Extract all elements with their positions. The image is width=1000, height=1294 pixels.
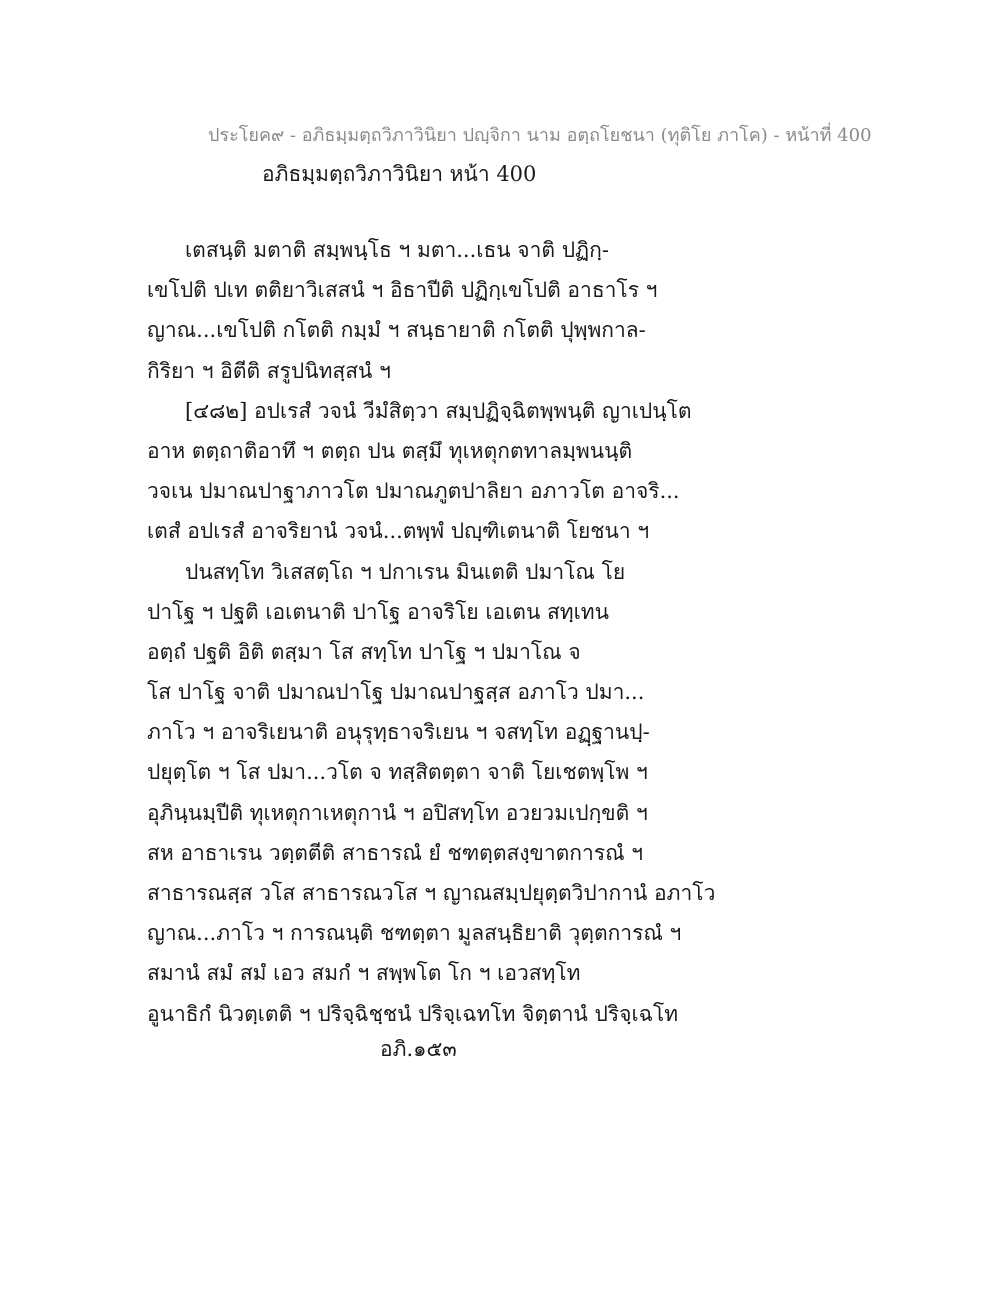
- text-line: เขโปติ ปเท ตติยาวิเสสนํ ฯ อิธาปีติ ปฏิกฺเขโปติ อาธาโร ฯ: [147, 278, 658, 303]
- running-header: ประโยค๙ - อภิธมฺมตฺถวิภาวินิยา ปญฺจิกา นาม อตฺถโยชนา (ทุติโย ภาโค) - หน้าที่ 400: [208, 125, 872, 146]
- text-line: [๔๘๒] อปเรสํ วจนํ วีมํสิตฺวา สมฺปฏิจฺฉิตพฺพนฺติ ญาเปนฺโต: [185, 398, 692, 423]
- text-line: อาห ตตฺถาติอาทึ ฯ ตตฺถ ปน ตสฺมึ ทุเหตุกตทาลมฺพนนฺติ: [147, 438, 633, 463]
- text-line: โส ปาโฐ จาติ ปมาณปาโฐ ปมาณปาฐสฺส อภาโว ปมา...: [147, 680, 645, 705]
- text-line: สาธารณสฺส วโส สาธารณวโส ฯ ญาณสมฺปยุตฺตวิปากานํ อภาโว: [147, 881, 716, 905]
- text-line: ปนสทฺโท วิเสสตฺโถ ฯ ปกาเรน มินเตติ ปมาโณ โย: [185, 559, 626, 584]
- text-line: สมานํ สมํ สมํ เอว สมกํ ฯ สพฺพโต โก ฯ เอวสทฺโท: [147, 961, 581, 986]
- text-line: ภาโว ฯ อาจริเยนาติ อนุรุทฺธาจริเยน ฯ จสทฺโท อฏฺฐานปฺ-: [147, 720, 650, 745]
- text-line: เตสนฺติ มตาติ สมฺพนฺโธ ฯ มตา...เธน จาติ ปฏิกฺ-: [185, 238, 609, 262]
- text-line: เตสํ อปเรสํ อาจริยานํ วจนํ...ตพฺพํ ปญฺฑิเตนาติ โยชนา ฯ: [147, 519, 650, 544]
- body-text: [147, 230, 716, 1034]
- text-line: สห อาธาเรน วตฺตตีติ สาธารณํ ยํ ชฑตฺตสงฺขาตการณํ ฯ: [147, 840, 644, 865]
- text-line: ปาโฐ ฯ ปฐติ เอเตนาติ ปาโฐ อาจริโย เอเตน สทฺเทน: [147, 599, 610, 624]
- text-line: ญาณ...เขโปติ กโตติ กมฺมํ ฯ สนฺธายาติ กโตติ ปุพฺพกาล-: [147, 318, 646, 343]
- footer-signature: อภิ.๑๕๓: [380, 1037, 457, 1061]
- text-line: วจเน ปมาณปาฐาภาวโต ปมาณภูตปาลิยา อภาวโต อาจริ...: [147, 479, 680, 504]
- text-line: ญาณ...ภาโว ฯ การณนฺติ ชฑตฺตา มูลสนฺธิยาติ วุตฺตการณํ ฯ: [147, 921, 682, 946]
- text-line: ปยุตฺโต ฯ โส ปมา...วโต จ ทสฺสิตตฺตา จาติ โยเชตพฺโพ ฯ: [147, 760, 648, 785]
- text-line: อูนาธิกํ นิวตฺเตติ ฯ ปริจฺฉิชฺชนํ ปริจฺเฉทโท จิตฺตานํ ปริจฺเฉโท: [147, 1001, 679, 1026]
- text-line: อตฺถํ ปฐติ อิติ ตสฺมา โส สทฺโท ปาโฐ ฯ ปมาโณ จ: [147, 639, 581, 664]
- text-line: อุภินฺนมฺปีติ ทุเหตุกาเหตุกานํ ฯ อปิสทฺโท อวยวมเปกฺขติ ฯ: [147, 800, 648, 825]
- text-line: กิริยา ฯ อิตีติ สรูปนิทสฺสนํ ฯ: [147, 358, 391, 383]
- page-title: อภิธมฺมตฺถวิภาวินิยา หน้า 400: [262, 162, 537, 186]
